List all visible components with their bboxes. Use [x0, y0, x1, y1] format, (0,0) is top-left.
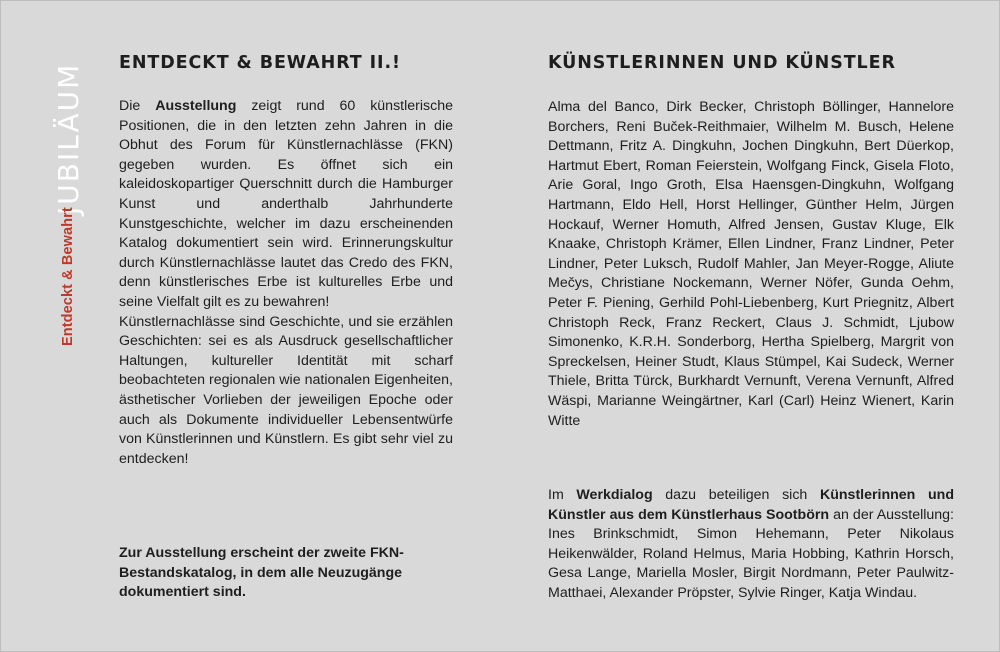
intro-bold-word: Ausstellung [155, 98, 237, 114]
side-subtitle: Entdeckt & Bewahrt [60, 207, 76, 346]
werk-bold-2: Künstlerinnen und Künstler aus dem Künstlerhaus Sootbörn [548, 487, 954, 523]
catalog-footnote: Zur Ausstellung erscheint der zweite FKN-Bestandskatalog, in dem alle Neuzugänge dokumentiert sind. [119, 545, 404, 601]
intro-text-post: zeigt rund 60 künstlerische Positionen, die in den letzten zehn Jahren in die Obhut des Forum für Künstlernachlässe (FKN) gegeben wurden. Es öffnet sich ein kaleidoskopartiger Querschnitt durch die Hamburger Kunst und anderthalb Jahrhunderte Kunstgeschichte, welcher im dazu erscheinenden Katalog dokumentiert sein wird. Erinnerungskultur durch Künstlernachlässe lautet das Credo des FKN, denn künstlerisches Erbe ist kulturelles Erbe und seine Vielfalt gilt es zu bewahren! [119, 98, 453, 310]
left-column [119, 51, 453, 469]
artist-names-list: Alma del Banco, Dirk Becker, Christoph Böllinger, Hannelore Borchers, Reni Buček-Reithmaier, Wilhelm M. Busch, Helene Dettmann, Fritz A. Dingkuhn, Jochen Dingkuhn, Bert Düerkop, Hartmut Ebert, Roman Feierstein, Wolfgang Finck, Gisela Floto, Arie Goral, Ingo Groth, Elsa Haensgen-Dingkuhn, Wolfgang Hartmann, Eldo Hell, Horst Hellinger, Günther Helm, Jürgen Hockauf, Werner Homuth, Alfred Jensen, Gustav Kluge, Elk Knaake, Christoph Krämer, Ellen Lindner, Franz Lindner, Peter Lindner, Peter Luksch, Rudolf Mahler, Jan Meyer-Rogge, Aliute Mečys, Christiane Nockemann, Werner Nöfer, Gunda Oehm, Peter F. Piening, Gerhild Pohl-Liebenberg, Kurt Priegnitz, Albert Christoph Reck, Franz Reckert, Claus J. Schmidt, Ljubow Simonenko, K.R.H. Sonderborg, Hertha Spielberg, Margrit von Spreckelsen, Heiner Studt, Klaus Stümpel, Kai Sudeck, Werner Thiele, Britta Türck, Burkhardt Vernunft, Verena Vernunft, Alfred Wäspi, Marianne Weingärtner, Karl (Carl) Heinz Wienert, Karin Witte [548, 99, 954, 429]
werk-text-post: an der Ausstellung: Ines Brinkschmidt, Simon Hehemann, Peter Nikolaus Heikenwälder, Roland Helmus, Maria Hobbing, Kathrin Horsch, Gesa Lange, Mariella Mosler, Birgit Nordmann, Peter Paulwitz-Matthaei, Alexander Pröpster, Sylvie Ringer, Katja Windau. [548, 506, 954, 601]
side-title-jubilaeum: JUBILÄUM [52, 62, 85, 215]
werk-text-mid: dazu beteiligen sich [652, 487, 820, 503]
intro-text-pre: Die [119, 98, 156, 114]
right-heading: KÜNSTLERINNEN UND KÜNSTLER [548, 53, 896, 73]
werkdialog-paragraph [548, 486, 954, 604]
right-column [548, 51, 954, 431]
left-heading: ENTDECKT & BEWAHRT II.! [119, 53, 401, 73]
second-paragraph: Künstlernachlässe sind Geschichte, und sie erzählen Geschichten: sei es als Ausdruck gesellschaftlicher Haltungen, kultureller Identität mit scharf beobachteten regionalen wie nationalen Eigenheiten, ästhetischer Vorlieben der jeweiligen Epoche oder auch als Dokumente individueller Lebensentwürfe von Künstlerinnen und Künstlern. Es gibt sehr viel zu entdecken! [119, 313, 453, 467]
werk-text-pre: Im [548, 487, 577, 503]
werk-bold-1: Werkdialog [576, 487, 653, 503]
intro-paragraph [119, 97, 453, 313]
